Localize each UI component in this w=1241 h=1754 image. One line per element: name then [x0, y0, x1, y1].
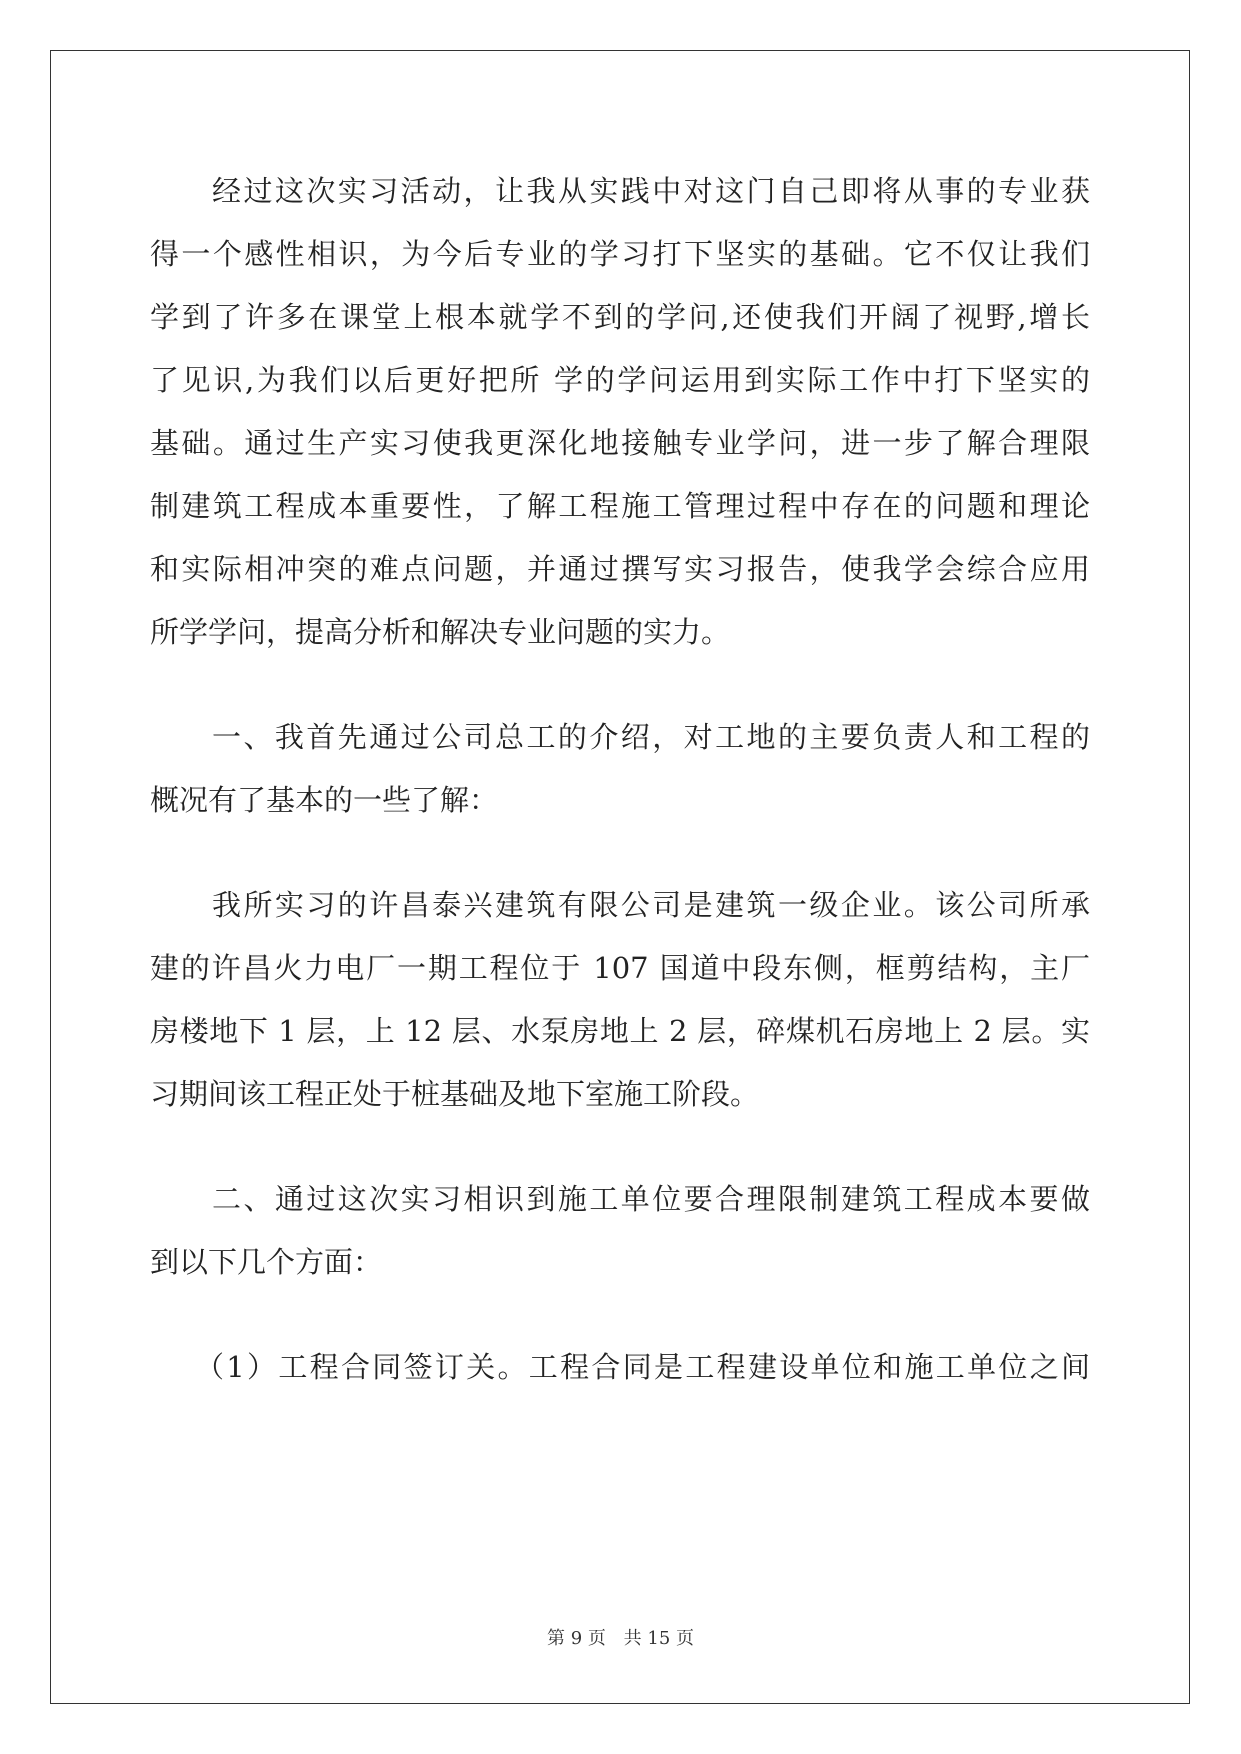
- text-line: 和实际相冲突的难点问题，并通过撰写实习报告，使我学会综合应用: [150, 552, 1090, 586]
- text-line: 二、通过这次实习相识到施工单位要合理限制建筑工程成本要做: [212, 1182, 1090, 1216]
- text-line: 学到了许多在课堂上根本就学不到的学问,还使我们开阔了视野,增长: [150, 300, 1090, 334]
- paragraph: [150, 706, 1090, 832]
- text-line: 概况有了基本的一些了解：: [150, 783, 499, 817]
- text-line: 建的许昌火力电厂一期工程位于 107 国道中段东侧，框剪结构，主厂: [150, 951, 1090, 985]
- text-line: 得一个感性相识，为今后专业的学习打下坚实的基础。它不仅让我们: [150, 237, 1090, 271]
- text-line: 了见识,为我们以后更好把所 学的学问运用到实际工作中打下坚实的: [150, 363, 1090, 397]
- text-line: 习期间该工程正处于桩基础及地下室施工阶段。: [150, 1077, 760, 1111]
- paragraph: [150, 160, 1090, 664]
- text-line: 制建筑工程成本重要性，了解工程施工管理过程中存在的问题和理论: [150, 489, 1090, 523]
- page-footer: [0, 1624, 1241, 1650]
- page-number: 第 9 页: [547, 1628, 606, 1649]
- page-total: 共 15 页: [623, 1628, 694, 1649]
- text-line: 经过这次实习活动，让我从实践中对这门自己即将从事的专业获: [212, 174, 1090, 208]
- paragraph: [150, 874, 1090, 1126]
- text-line: 所学学问，提高分析和解决专业问题的实力。: [150, 615, 731, 649]
- text-line: 一、我首先通过公司总工的介绍，对工地的主要负责人和工程的: [212, 720, 1090, 754]
- text-line: 我所实习的许昌泰兴建筑有限公司是建筑一级企业。该公司所承: [212, 888, 1090, 922]
- paragraph: [150, 1336, 1090, 1399]
- text-line: （1）工程合同签订关。工程合同是工程建设单位和施工单位之间: [195, 1350, 1090, 1384]
- text-line: 房楼地下 1 层，上 12 层、水泵房地上 2 层，碎煤机石房地上 2 层。实: [150, 1014, 1090, 1048]
- text-line: 基础。通过生产实习使我更深化地接触专业学问，进一步了解合理限: [150, 426, 1090, 460]
- text-line: 到以下几个方面：: [150, 1245, 383, 1279]
- document-body: [150, 160, 1090, 1399]
- paragraph: [150, 1168, 1090, 1294]
